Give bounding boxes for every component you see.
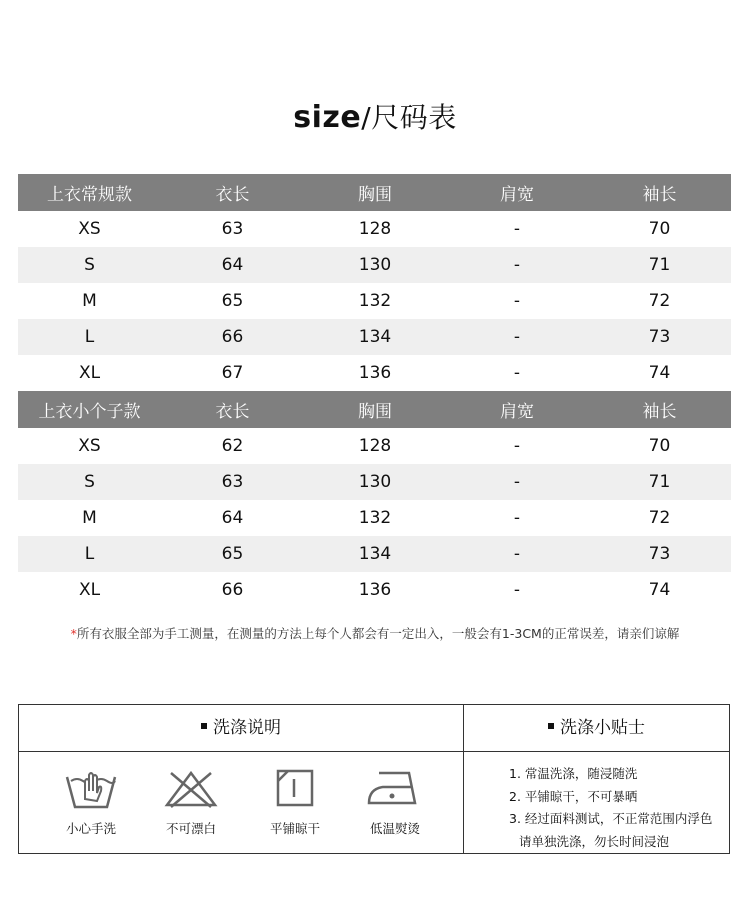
bullet-square-icon [201, 723, 207, 729]
care-divider-horizontal [19, 751, 729, 752]
care-tips-heading [464, 705, 729, 751]
dry-flat-label: 平铺晾干 [269, 821, 320, 836]
shoulder-cell: - [513, 363, 521, 383]
size-cell: XL [78, 580, 101, 600]
table-row [18, 536, 731, 572]
column-sleeve: 袖长 [588, 391, 731, 428]
length-cell: 66 [221, 580, 244, 600]
column-chest: 胸围 [304, 174, 446, 211]
size-cell: M [82, 291, 97, 311]
table-row [18, 464, 731, 500]
care-panel [18, 704, 730, 854]
no-bleach-label: 不可漂白 [165, 821, 216, 836]
care-instructions-heading [19, 705, 463, 751]
shoulder-cell: - [446, 536, 588, 572]
shoulder-cell: - [513, 219, 521, 239]
bullet-square-icon [548, 723, 554, 729]
note-star: * [70, 626, 77, 641]
chest-cell: 128 [358, 219, 392, 239]
regular-header-row [18, 174, 731, 211]
chest-cell: 136 [358, 580, 392, 600]
hand-wash-label: 小心手洗 [65, 821, 116, 836]
care-tips-title: 洗涤小贴士 [560, 718, 645, 738]
size-cell: S [18, 464, 161, 500]
care-item-dry-flat [255, 767, 335, 837]
tip-item: 2. 平铺晾干，不可暴晒 [509, 788, 638, 804]
tip-item: 3. 经过面料测试，不正常范围内浮色 [509, 811, 713, 826]
table-row [18, 355, 731, 391]
sleeve-cell: 72 [648, 508, 671, 528]
table-row [18, 283, 731, 319]
column-sleeve: 袖长 [588, 174, 731, 211]
chest-cell: 136 [358, 363, 392, 383]
table-row [18, 247, 731, 283]
shoulder-cell: - [513, 508, 521, 528]
sleeve-cell: 70 [648, 219, 671, 239]
sleeve-cell: 73 [588, 319, 731, 355]
sleeve-cell: 71 [588, 464, 731, 500]
title-slash: / [361, 101, 372, 134]
shoulder-cell: - [513, 291, 521, 311]
column-length: 衣长 [161, 174, 304, 211]
length-cell: 63 [221, 219, 244, 239]
hand-wash-icon [63, 767, 119, 811]
low-iron-label: 低温熨烫 [369, 821, 420, 836]
column-length: 衣长 [161, 391, 304, 428]
care-item-hand-wash [51, 767, 131, 837]
sleeve-cell: 72 [648, 291, 671, 311]
size-cell: XS [78, 219, 101, 239]
length-cell: 65 [221, 291, 244, 311]
column-shoulder: 肩宽 [446, 391, 588, 428]
length-cell: 65 [161, 536, 304, 572]
shoulder-cell: - [446, 319, 588, 355]
table-row [18, 211, 731, 247]
shoulder-cell: - [513, 436, 521, 456]
chest-cell: 134 [304, 536, 446, 572]
chest-cell: 130 [304, 247, 446, 283]
chest-cell: 130 [304, 464, 446, 500]
sleeve-cell: 71 [588, 247, 731, 283]
low-iron-icon [365, 767, 425, 811]
table-row [18, 500, 731, 536]
sleeve-cell: 74 [648, 363, 671, 383]
sleeve-cell: 73 [588, 536, 731, 572]
sleeve-cell: 74 [648, 580, 671, 600]
petite-header-row [18, 391, 731, 428]
size-cell: L [18, 319, 161, 355]
shoulder-cell: - [446, 464, 588, 500]
petite-header-label: 上衣小个子款 [18, 391, 161, 428]
size-cell: M [82, 508, 97, 528]
table-row [18, 428, 731, 464]
care-item-no-bleach [151, 767, 231, 837]
shoulder-cell: - [446, 247, 588, 283]
length-cell: 64 [161, 247, 304, 283]
length-cell: 63 [161, 464, 304, 500]
size-cell: XS [78, 436, 101, 456]
title-zh: 尺码表 [371, 101, 457, 134]
title-en: size [293, 100, 362, 135]
size-cell: S [18, 247, 161, 283]
size-cell: XL [78, 363, 101, 383]
column-chest: 胸围 [304, 391, 446, 428]
sleeve-cell: 70 [648, 436, 671, 456]
care-instructions-title: 洗涤说明 [213, 718, 281, 738]
length-cell: 67 [221, 363, 244, 383]
care-item-low-iron [355, 767, 435, 837]
table-row [18, 572, 731, 608]
care-tips-list [509, 763, 734, 853]
page-title [0, 96, 750, 136]
dry-flat-icon [267, 767, 323, 811]
tip-item: 1. 常温洗涤，随浸随洗 [509, 766, 638, 781]
no-bleach-icon [163, 767, 219, 811]
shoulder-cell: - [513, 580, 521, 600]
note-text: 所有衣服全部为手工测量，在测量的方法上每个人都会有一定出入，一般会有1-3CM的正常误差，请亲们谅解 [76, 626, 680, 641]
size-cell: L [18, 536, 161, 572]
chest-cell: 132 [358, 508, 392, 528]
length-cell: 62 [221, 436, 244, 456]
length-cell: 64 [221, 508, 244, 528]
chest-cell: 128 [358, 436, 392, 456]
length-cell: 66 [161, 319, 304, 355]
column-shoulder: 肩宽 [446, 174, 588, 211]
table-row [18, 319, 731, 355]
measurement-note [0, 624, 750, 642]
tip-item: 请单独洗涤，勿长时间浸泡 [519, 833, 670, 849]
size-table [18, 174, 731, 608]
chest-cell: 134 [304, 319, 446, 355]
chest-cell: 132 [358, 291, 392, 311]
regular-header-label: 上衣常规款 [18, 174, 161, 211]
